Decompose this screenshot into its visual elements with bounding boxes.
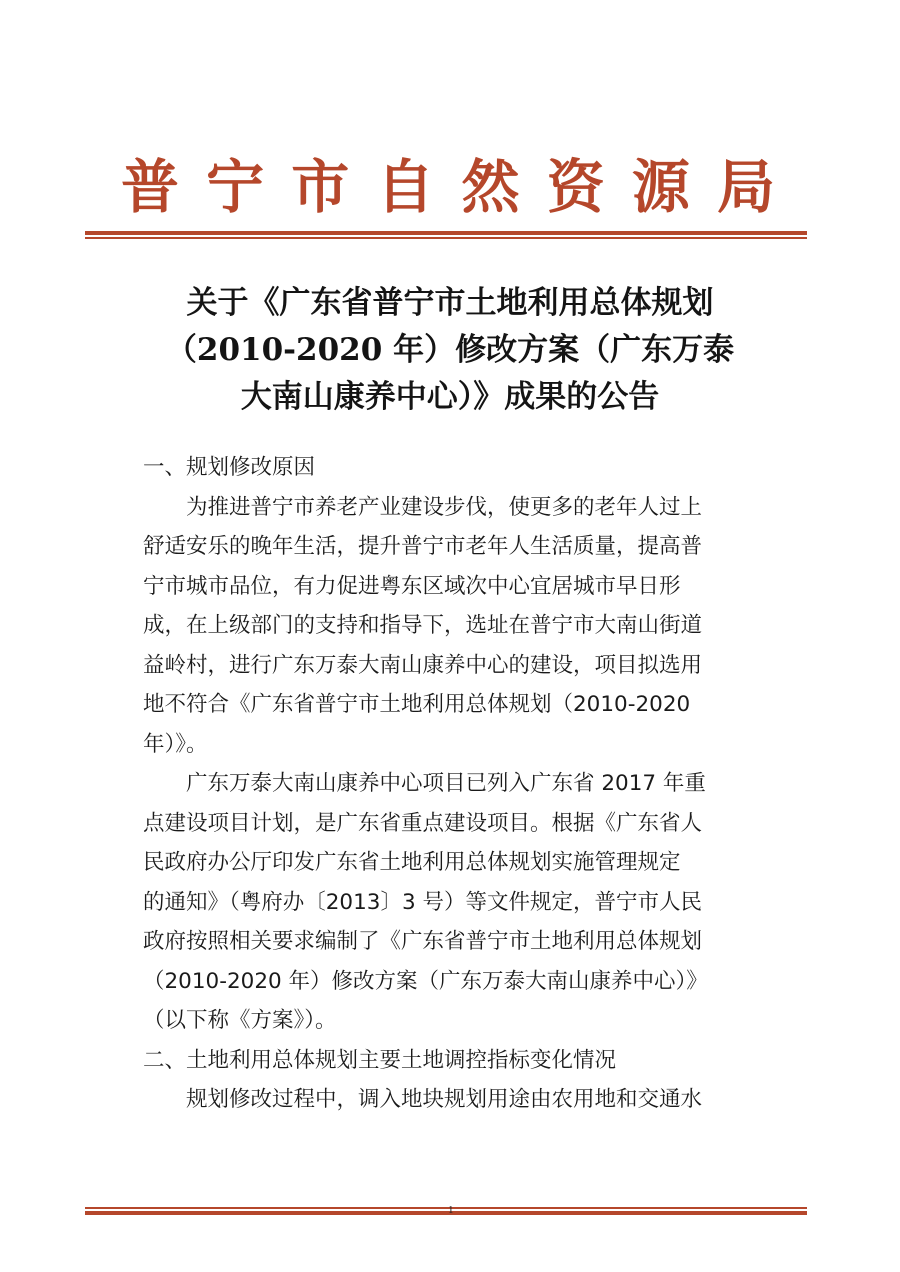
paragraph-line: 为推进普宁市养老产业建设步伐，使更多的老年人过上: [186, 494, 703, 520]
paragraph-line: 政府按照相关要求编制了《广东省普宁市土地利用总体规划: [143, 929, 703, 954]
title-line: （2010-2020 年）修改方案（广东万泰: [165, 332, 735, 368]
agency-letterhead: [118, 142, 778, 222]
paragraph-line: 舒适安乐的晚年生活，提升普宁市老年人生活质量，提高普: [143, 534, 703, 559]
paragraph-line: （2010-2020 年）修改方案（广东万泰大南山康养中心）》: [143, 968, 708, 994]
section-heading-2: 二、土地利用总体规划主要土地调控指标变化情况: [143, 1047, 617, 1073]
letterhead-char: 市: [291, 153, 350, 221]
letterhead-char: 普: [120, 153, 179, 221]
paragraph-line: 规划修改过程中，调入地块规划用途由农用地和交通水: [186, 1087, 703, 1112]
paragraph-line: 点建设项目计划，是广东省重点建设项目。根据《广东省人: [143, 810, 703, 836]
title-line: 大南山康养中心）》成果的公告: [240, 379, 660, 415]
title-line: 关于《广东省普宁市土地利用总体规划: [186, 285, 714, 321]
paragraph-line: 广东万泰大南山康养中心项目已列入广东省 2017 年重: [186, 771, 706, 796]
letterhead-char: 自: [376, 153, 435, 221]
letterhead-divider-thin: [85, 237, 807, 239]
page-number: 1: [448, 1204, 454, 1216]
paragraph-line: 宁市城市品位，有力促进粤东区域次中心宜居城市早日形: [143, 573, 681, 599]
paragraph-line: 地不符合《广东省普宁市土地利用总体规划（2010-2020: [143, 692, 691, 717]
letterhead-char: 局: [716, 153, 775, 221]
paragraph-line: 益岭村，进行广东万泰大南山康养中心的建设，项目拟选用: [143, 652, 703, 678]
letterhead-char: 宁: [206, 153, 265, 221]
paragraph-line: 的通知》（粤府办〔2013〕3 号）等文件规定，普宁市人民: [143, 889, 702, 915]
letterhead-char: 源: [631, 153, 690, 221]
paragraph-line: 年）》。: [143, 731, 208, 757]
footer-divider-thick: [85, 1211, 807, 1215]
paragraph-line: （以下称《方案》）。: [143, 1008, 337, 1033]
footer-divider-thin: [85, 1207, 807, 1209]
letterhead-char: 资: [546, 153, 605, 221]
document-title: [120, 280, 780, 421]
paragraph-line: 成，在上级部门的支持和指导下，选址在普宁市大南山街道: [143, 613, 703, 638]
section-heading-1: 一、规划修改原因: [143, 455, 316, 480]
letterhead-char: 然: [461, 153, 520, 221]
letterhead-divider-thick: [85, 231, 807, 235]
paragraph-line: 民政府办公厅印发广东省土地利用总体规划实施管理规定: [143, 850, 681, 875]
document-body: [143, 448, 775, 1120]
